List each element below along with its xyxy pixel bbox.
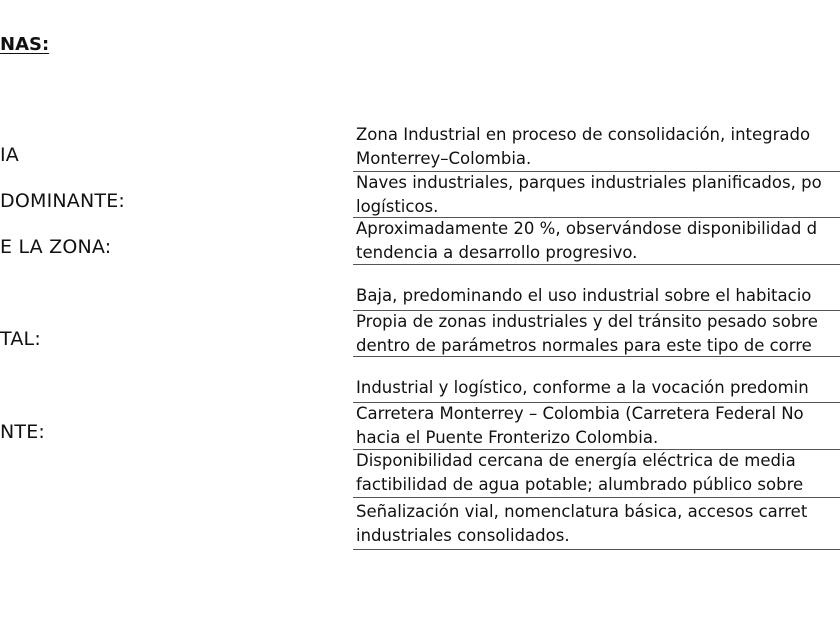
field-value-row bbox=[353, 500, 840, 550]
field-value-line: tendencia a desarrollo progresivo. bbox=[356, 243, 638, 262]
field-value-row bbox=[353, 310, 840, 357]
field-value-row bbox=[353, 402, 840, 450]
field-value-line: Carretera Monterrey – Colombia (Carretera Federal No bbox=[356, 404, 804, 423]
field-value-line: dentro de parámetros normales para este tipo de corre bbox=[356, 336, 812, 355]
field-value-row bbox=[353, 171, 840, 218]
field-label-2: DOMINANTE: bbox=[0, 190, 126, 212]
field-value-line: logísticos. bbox=[356, 197, 439, 216]
field-value-line: Propia de zonas industriales y del tránsito pesado sobre bbox=[356, 312, 818, 331]
field-value-line: Industrial y logístico, conforme a la vocación predomin bbox=[356, 378, 809, 397]
field-value-line: Baja, predominando el uso industrial sobre el habitacio bbox=[356, 286, 812, 305]
field-label-4: TAL: bbox=[0, 328, 41, 350]
section-heading: NAS: bbox=[0, 34, 50, 55]
field-value-line: Disponibilidad cercana de energía eléctrica de media bbox=[356, 451, 796, 470]
field-value-line: hacia el Puente Fronterizo Colombia. bbox=[356, 428, 659, 447]
field-value-line: Monterrey–Colombia. bbox=[356, 149, 532, 168]
field-value-line: industriales consolidados. bbox=[356, 526, 570, 545]
field-value-row bbox=[353, 376, 840, 403]
field-label-3: E LA ZONA: bbox=[0, 236, 112, 258]
field-value-row bbox=[353, 217, 840, 265]
field-label-1: IA bbox=[0, 144, 20, 166]
field-value-line: Aproximadamente 20 %, observándose disponibilidad d bbox=[356, 219, 818, 238]
field-value-line: Señalización vial, nomenclatura básica, accesos carret bbox=[356, 502, 808, 521]
field-label-5: NTE: bbox=[0, 421, 46, 443]
field-value-line: Zona Industrial en proceso de consolidación, integrado bbox=[356, 125, 811, 144]
field-value-row bbox=[353, 449, 840, 498]
field-value-line: factibilidad de agua potable; alumbrado público sobre bbox=[356, 475, 804, 494]
field-value-row bbox=[353, 123, 840, 172]
field-value-row bbox=[353, 284, 840, 311]
field-value-line: Naves industriales, parques industriales planificados, po bbox=[356, 173, 822, 192]
